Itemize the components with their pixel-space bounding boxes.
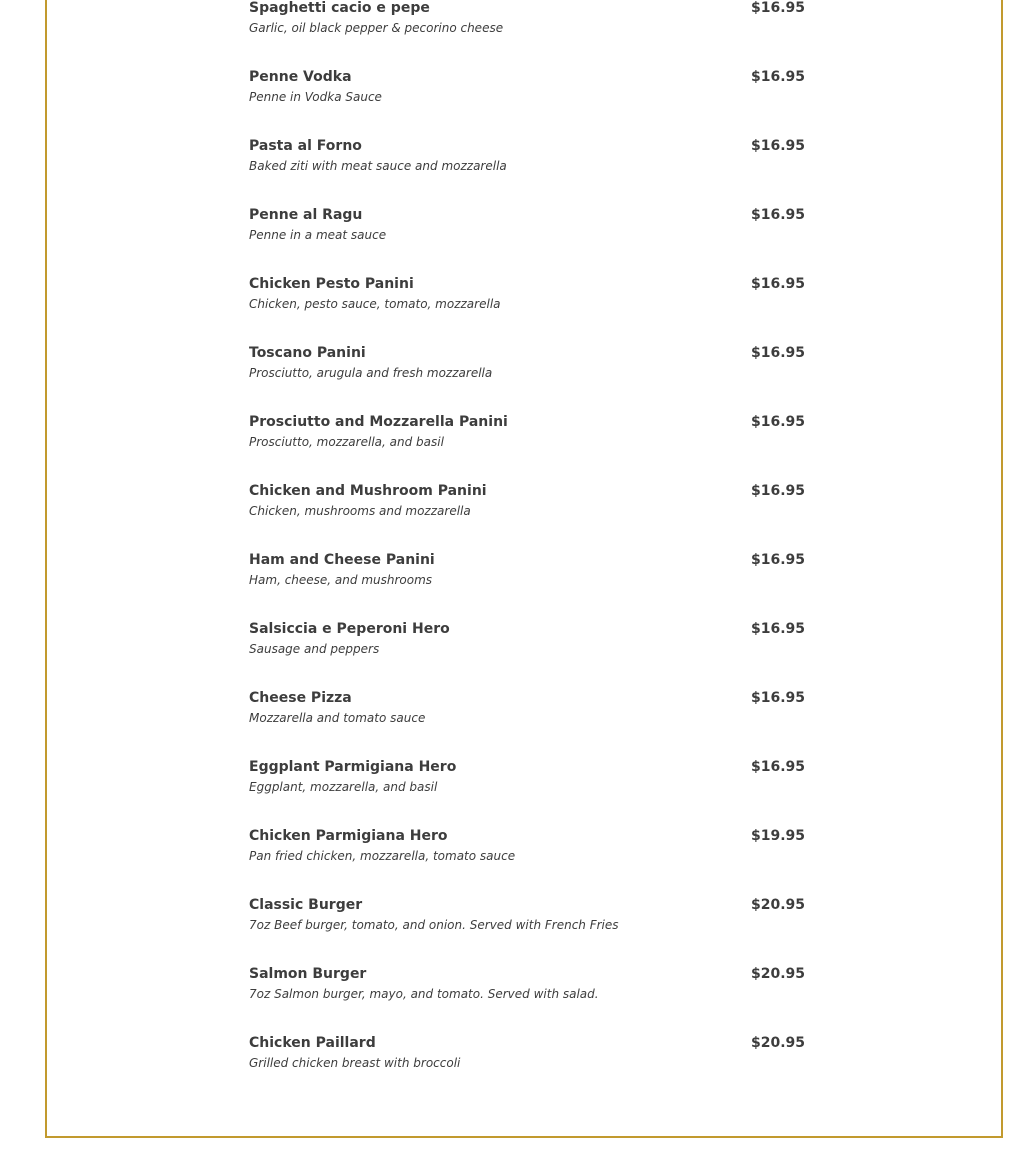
item-description: Penne in a meat sauce (249, 228, 387, 242)
item-name: Penne Vodka (249, 69, 352, 85)
item-description: Ham, cheese, and mushrooms (249, 573, 433, 587)
item-name: Chicken Pesto Panini (249, 276, 414, 292)
item-description: Prosciutto, mozzarella, and basil (249, 435, 444, 449)
item-description: Mozzarella and tomato sauce (249, 711, 426, 725)
item-description: Penne in Vodka Sauce (249, 90, 382, 104)
menu-item (249, 0, 805, 67)
menu-item (249, 826, 805, 895)
menu-list (249, 0, 805, 1102)
item-price: $19.95 (750, 828, 805, 844)
item-name: Toscano Panini (249, 345, 366, 361)
item-price: $16.95 (750, 483, 805, 499)
item-name: Penne al Ragu (249, 207, 363, 223)
item-price: $16.95 (750, 69, 805, 85)
item-name: Spaghetti cacio e pepe (249, 0, 430, 16)
menu-item (249, 895, 805, 964)
item-name: Chicken Paillard (249, 1035, 376, 1051)
item-name: Ham and Cheese Panini (249, 552, 435, 568)
menu-item (249, 964, 805, 1033)
item-description: Chicken, pesto sauce, tomato, mozzarella (249, 297, 501, 311)
menu-item (249, 757, 805, 826)
item-description: Sausage and peppers (249, 642, 380, 656)
item-description: Garlic, oil black pepper & pecorino cheese (249, 21, 504, 35)
item-price: $16.95 (750, 414, 805, 430)
item-price: $16.95 (750, 207, 805, 223)
item-name: Eggplant Parmigiana Hero (249, 759, 457, 775)
item-name: Classic Burger (249, 897, 363, 913)
item-name: Chicken Parmigiana Hero (249, 828, 448, 844)
item-price: $16.95 (750, 552, 805, 568)
item-price: $20.95 (750, 1035, 805, 1051)
item-name: Salmon Burger (249, 966, 367, 982)
item-price: $16.95 (750, 759, 805, 775)
item-price: $16.95 (750, 276, 805, 292)
item-description: Chicken, mushrooms and mozzarella (249, 504, 471, 518)
menu-item (249, 688, 805, 757)
item-description: Grilled chicken breast with broccoli (249, 1056, 461, 1070)
item-description: 7oz Beef burger, tomato, and onion. Served with French Fries (249, 918, 619, 932)
item-price: $16.95 (750, 0, 805, 16)
item-price: $16.95 (750, 621, 805, 637)
item-price: $16.95 (750, 690, 805, 706)
item-name: Chicken and Mushroom Panini (249, 483, 487, 499)
item-name: Prosciutto and Mozzarella Panini (249, 414, 508, 430)
item-description: 7oz Salmon burger, mayo, and tomato. Served with salad. (249, 987, 599, 1001)
item-name: Salsiccia e Peperoni Hero (249, 621, 450, 637)
menu-item (249, 274, 805, 343)
item-description: Baked ziti with meat sauce and mozzarella (249, 159, 507, 173)
menu-item (249, 619, 805, 688)
menu-item (249, 481, 805, 550)
menu-item (249, 343, 805, 412)
menu-item (249, 412, 805, 481)
item-name: Cheese Pizza (249, 690, 352, 706)
item-price: $20.95 (750, 897, 805, 913)
item-description: Prosciutto, arugula and fresh mozzarella (249, 366, 493, 380)
menu-item (249, 205, 805, 274)
menu-item (249, 67, 805, 136)
menu-item (249, 550, 805, 619)
menu-item (249, 136, 805, 205)
item-description: Eggplant, mozzarella, and basil (249, 780, 438, 794)
item-price: $16.95 (750, 345, 805, 361)
menu-frame (45, 0, 1003, 1138)
item-price: $16.95 (750, 138, 805, 154)
item-description: Pan fried chicken, mozzarella, tomato sauce (249, 849, 516, 863)
item-price: $20.95 (750, 966, 805, 982)
menu-item (249, 1033, 805, 1102)
item-name: Pasta al Forno (249, 138, 362, 154)
